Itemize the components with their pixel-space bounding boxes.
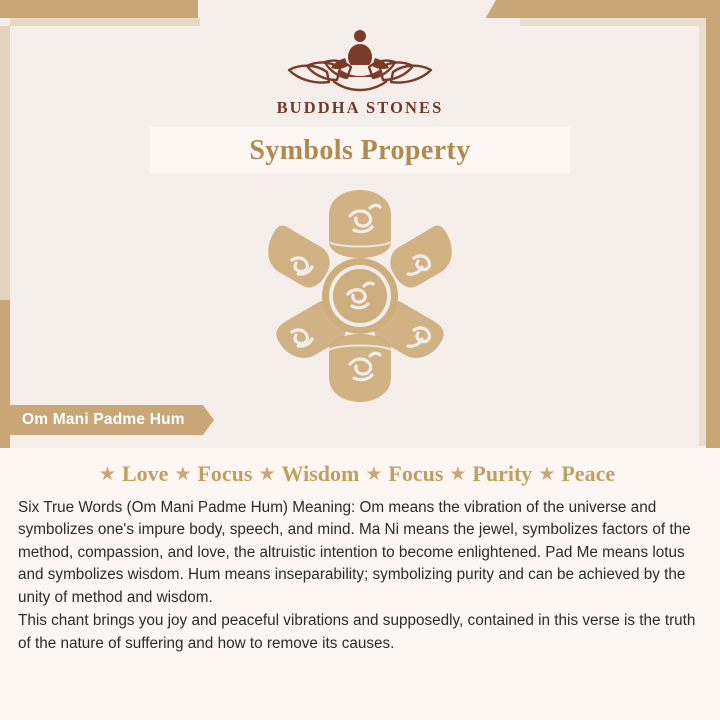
- star-icon: ★: [538, 463, 556, 485]
- header: [0, 0, 720, 200]
- keyword-peace: Peace: [561, 461, 616, 486]
- star-icon: ★: [258, 463, 276, 485]
- keyword-wisdom: Wisdom: [281, 461, 360, 486]
- keyword-love: Love: [121, 461, 169, 486]
- description-paragraph-2: This chant brings you joy and peaceful vibrations and supposedly, contained in this verse is the truth of the nature of suffering and how to remove its causes.: [18, 612, 696, 652]
- keyword-focus-2: Focus: [388, 461, 444, 486]
- brand-logo: [0, 22, 720, 118]
- brand-name: BUDDHA STONES: [276, 98, 444, 117]
- keyword-row: [0, 448, 720, 487]
- mantra-tag-label: Om Mani Padme Hum: [22, 411, 185, 428]
- description-paragraph-1: Six True Words (Om Mani Padme Hum) Meaning: Om means the vibration of the universe and symbolizes one's impure body, speech, and mind. Ma Ni means the jewel, symbolizes factors of the method, compassion, and love, the altruistic intention to become enlightened. Pad Me means lotus and symbolizes wisdom. Hum means inseparability; symbolizing purity and can be achieved by the unity of method and wisdom.: [18, 499, 691, 606]
- mandala-illustration: [0, 182, 720, 410]
- star-icon: ★: [98, 463, 116, 485]
- star-icon: ★: [449, 463, 467, 485]
- mantra-tag: [0, 405, 203, 435]
- om-mani-padme-hum-mandala-icon: [240, 182, 480, 410]
- page-title: Symbols Property: [249, 134, 471, 166]
- star-icon: ★: [174, 463, 192, 485]
- lotus-meditation-icon: [285, 22, 435, 94]
- description-panel: [0, 448, 720, 720]
- description-text: [0, 487, 720, 655]
- keyword-focus-1: Focus: [197, 461, 253, 486]
- page-title-band: [150, 127, 570, 174]
- keyword-purity: Purity: [472, 461, 533, 486]
- star-icon: ★: [365, 463, 383, 485]
